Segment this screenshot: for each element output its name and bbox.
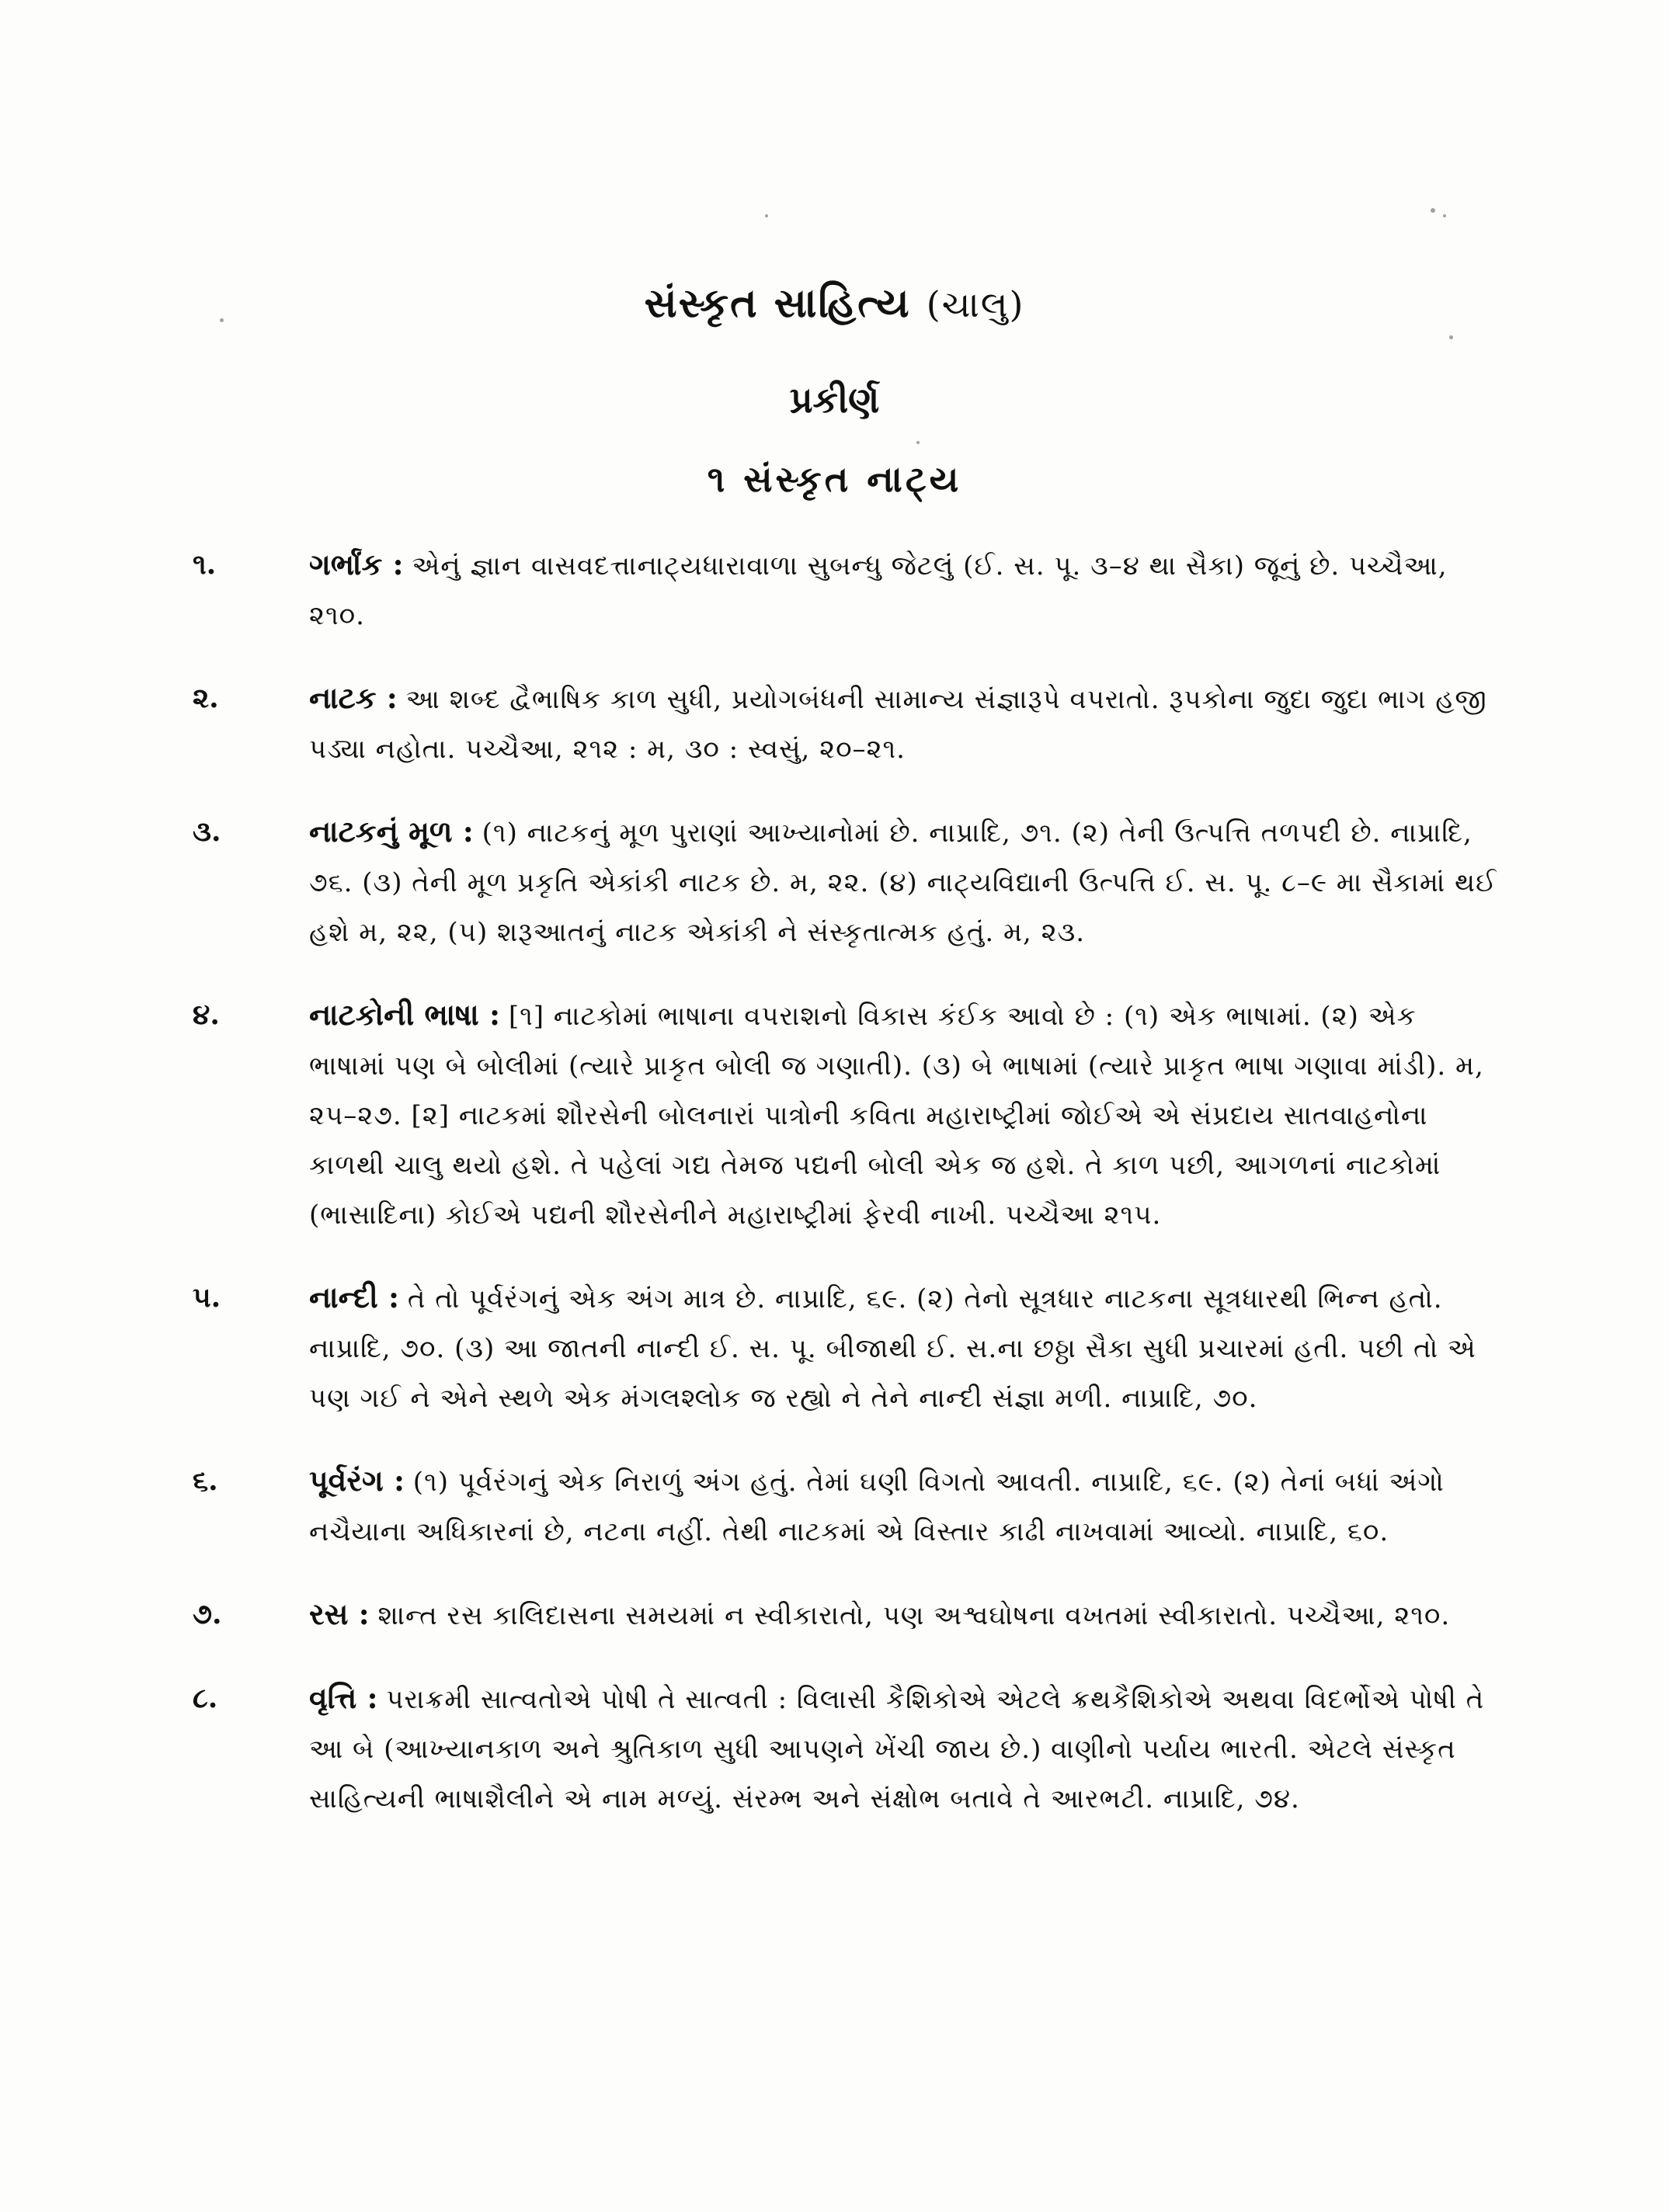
entry-term: નાટક :: [309, 680, 398, 715]
page-title-suffix: (ચાલુ): [926, 283, 1025, 325]
entry-text: આ શબ્દ દ્વૈભાષિક કાળ સુધી, પ્રયોગબંધની સામાન્ય સંજ્ઞારૂપે વપરાતો. રૂપકોના જુદા જુદા ભાગ હજી પડ્યા નહોતા. પચ્ચૈઆ, ૨૧૨ : મ, ૩૦ : સ્વસું, ૨૦–૨૧.: [309, 684, 1487, 765]
scan-speck: [1449, 335, 1453, 339]
page-title-text: સંસ્કૃત સાહિત્ય: [644, 280, 911, 327]
list-item: [193, 1273, 1497, 1423]
page-subtitle: પ્રકીર્ણ: [789, 379, 880, 421]
entry-term: પૂર્વરંગ :: [309, 1463, 405, 1498]
entry-term: નાન્દી :: [309, 1280, 400, 1314]
scan-speck: [765, 214, 768, 217]
entry-number: ૨.: [193, 682, 219, 714]
entry-term: ગર્ભાંક :: [309, 547, 404, 582]
entry-text: (૧) નાટકનું મૂળ પુરાણાં આખ્યાનોમાં છે. નાપ્રાદિ, ૭૧. (૨) તેની ઉત્પત્તિ તળપદી છે. નાપ્રાદિ, ૭૬. (૩) તેની મૂળ પ્રકૃતિ એકાંકી નાટક છે. મ, ૨૨. (૪) નાટ્યવિદ્યાની ઉત્પત્તિ ઈ. સ. પૂ. ૮–૯ મા સૈકામાં થઈ હશે મ, ૨૨, (૫) શરૂઆતનું નાટક એકાંકી ને સંસ્કૃતાત્મક હતું. મ, ૨૩.: [309, 818, 1497, 948]
scan-speck: [1431, 208, 1435, 213]
entry-text: પરાક્રમી સાત્વતોએ પોષી તે સાત્વતી : વિલાસી કૈશિકોએ એટલે ક્રથકૈશિકોએ અથવા વિદર્ભોએ પોષી તે આ બે (આખ્યાનકાળ અને શ્રુતિકાળ સુધી આપણને ખેંચી જાય છે.) વાણીનો પર્યાય ભારતી. એટલે સંસ્કૃત સાહિત્યની ભાષાશૈલીને એ નામ મળ્યું. સંરમ્ભ અને સંક્ષોભ બતાવે તે આરભટી. નાપ્રાદિ, ૭૪.: [309, 1684, 1485, 1814]
list-item: [193, 1673, 1497, 1824]
entry-text: તે તો પૂર્વરંગનું એક અંગ માત્ર છે. નાપ્રાદિ, ૬૯. (૨) તેનો સૂત્રધાર નાટકના સૂત્રધારથી ભિન્ન હતો. નાપ્રાદિ, ૭૦. (૩) આ જાતની નાન્દી ઈ. સ. પૂ. બીજાથી ઈ. સ.ના છઠ્ઠા સૈકા સુધી પ્રચારમાં હતી. પછી તો એ પણ ગઈ ને એને સ્થળે એક મંગલશ્લોક જ રહ્યો ને તેને નાન્દી સંજ્ઞા મળી. નાપ્રાદિ, ૭૦.: [309, 1283, 1476, 1414]
list-item: [193, 990, 1497, 1240]
entry-term: નાટકોની ભાષા :: [309, 997, 500, 1032]
entry-number: ૧.: [193, 548, 217, 581]
list-item: [193, 1456, 1497, 1557]
list-item: [193, 673, 1497, 774]
entry-text: એનું જ્ઞાન વાસવદત્તાનાટ્યધારાવાળા સુબન્ધુ જેટલું (ઈ. સ. પૂ. ૩–૪ થા સૈકા) જૂનું છે. પચ્ચૈઆ, ૨૧૦.: [309, 550, 1448, 631]
list-item: [193, 807, 1497, 957]
entry-term: નાટકનું મૂળ :: [309, 814, 474, 849]
entry-list: [193, 540, 1497, 1856]
scan-speck: [1443, 214, 1446, 217]
list-item: [193, 540, 1497, 641]
entry-text: (૧) પૂર્વરંગનું એક નિરાળું અંગ હતું. તેમાં ઘણી વિગતો આવતી. નાપ્રાદિ, ૬૯. (૨) તેનાં બધાં અંગો નચૈયાના અધિકારનાં છે, નટના નહીં. તેથી નાટકમાં એ વિસ્તાર કાઢી નાખવામાં આવ્યો. નાપ્રાદિ, ૬૦.: [309, 1467, 1445, 1547]
entry-term: વૃત્તિ :: [309, 1680, 378, 1715]
scan-speck: [916, 441, 920, 444]
entry-number: ૬.: [193, 1464, 218, 1497]
entry-term: રસ :: [309, 1596, 370, 1631]
entry-number: ૭.: [193, 1598, 222, 1630]
list-item: [193, 1589, 1497, 1641]
entry-number: ૮.: [193, 1682, 218, 1714]
section-heading: ૧ સંસ્કૃત નાટ્ય: [707, 458, 962, 500]
entry-text: [૧] નાટકોમાં ભાષાના વપરાશનો વિકાસ કંઈક આવો છે : (૧) એક ભાષામાં. (૨) એક ભાષામાં પણ બે બોલીમાં (ત્યારે પ્રાકૃત બોલી જ ગણાતી). (૩) બે ભાષામાં (ત્યારે પ્રાકૃત ભાષા ગણાવા માંડી). મ, ૨૫–૨૭. [૨] નાટકમાં શૌરસેની બોલનારાં પાત્રોની કવિતા મહારાષ્ટ્રીમાં જોઈએ એ સંપ્રદાય સાતવાહનોના કાળથી ચાલુ થયો હશે. તે પહેલાં ગદ્ય તેમજ પદ્યની બોલી એક જ હશે. તે કાળ પછી, આગળનાં નાટકોમાં (ભાસાદિના) કોઈએ પદ્યની શૌરસેનીને મહારાષ્ટ્રીમાં ફેરવી નાખી. પચ્ચૈઆ ૨૧૫.: [309, 1001, 1484, 1231]
page-title: [0, 280, 1669, 328]
entry-number: ૫.: [193, 1281, 221, 1314]
entry-number: ૩.: [193, 815, 221, 848]
entry-text: શાન્ત રસ કાલિદાસના સમયમાં ન સ્વીકારાતો, પણ અશ્વઘોષના વખતમાં સ્વીકારાતો. પચ્ચૈઆ, ૨૧૦.: [377, 1600, 1451, 1631]
entry-number: ૪.: [193, 998, 220, 1031]
